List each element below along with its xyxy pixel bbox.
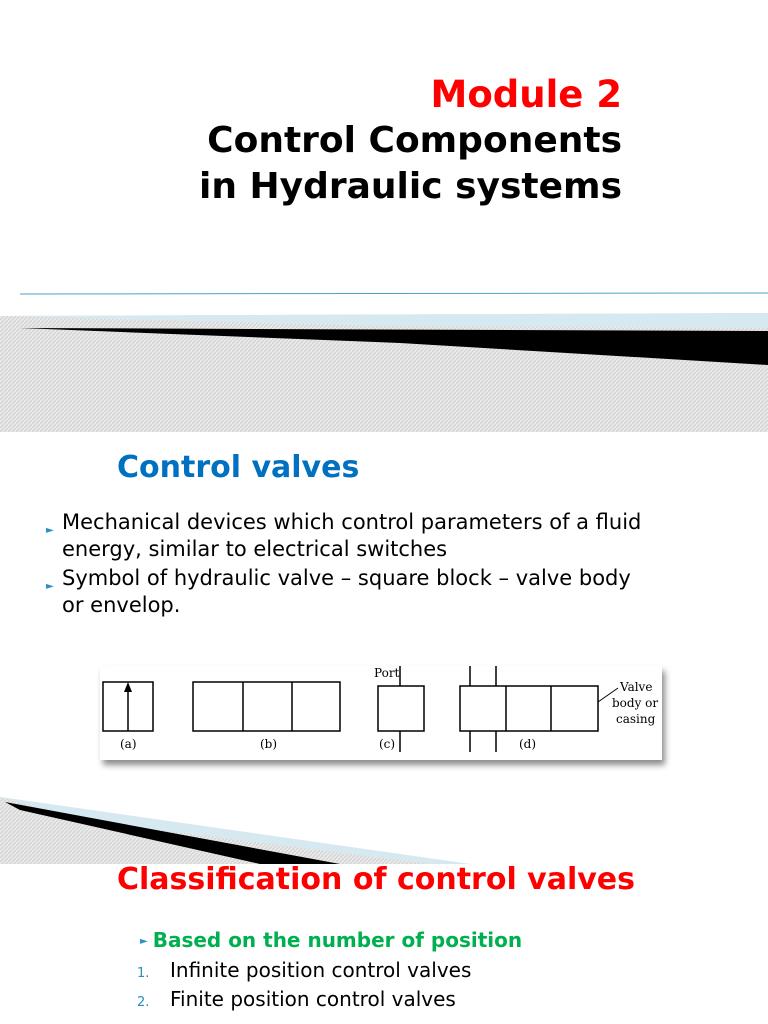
numbered-item [137,958,471,982]
bullet-list [46,509,646,621]
sub-bullet-text: Based on the number of position [152,928,523,952]
item-text: Finite position control valves [170,987,456,1011]
bullet-triangle-icon: ► [46,581,54,592]
bullet-item [46,509,646,563]
figure-label-c: (c) [379,737,396,751]
classification-heading: Classification of control valves [117,862,636,897]
title-line-2: in Hydraulic systems [199,166,622,207]
bullet-triangle-icon: ► [140,936,148,947]
sub-bullet [140,928,522,952]
content-slide [0,432,768,1024]
bullet-text: Mechanical devices which control parameters of a fluid energy, similar to electrical switches [62,510,642,561]
item-text: Infinite position control valves [170,958,472,982]
bullet-item [46,565,646,619]
valve-label-line-3: casing [616,712,656,726]
valve-label-line-1: Valve [620,680,653,694]
item-number: 1. [137,966,150,981]
figure-label-a: (a) [120,737,137,751]
figure-label-b: (b) [260,737,278,751]
bullet-triangle-icon: ► [46,525,54,536]
port-label: Port [374,666,400,680]
valve-symbol-figure [100,666,662,760]
control-valves-heading: Control valves [117,450,360,485]
decorative-swoosh [0,0,768,432]
title-line-1: Control Components [207,120,622,161]
figure-label-d: (d) [519,737,537,751]
bullet-text: Symbol of hydraulic valve – square block – valve body or envelop. [62,566,631,617]
valve-label-line-2: body or [612,696,659,710]
title-slide [0,0,768,432]
module-label: Module 2 [430,73,622,116]
item-number: 2. [137,995,150,1010]
numbered-item [137,987,456,1011]
